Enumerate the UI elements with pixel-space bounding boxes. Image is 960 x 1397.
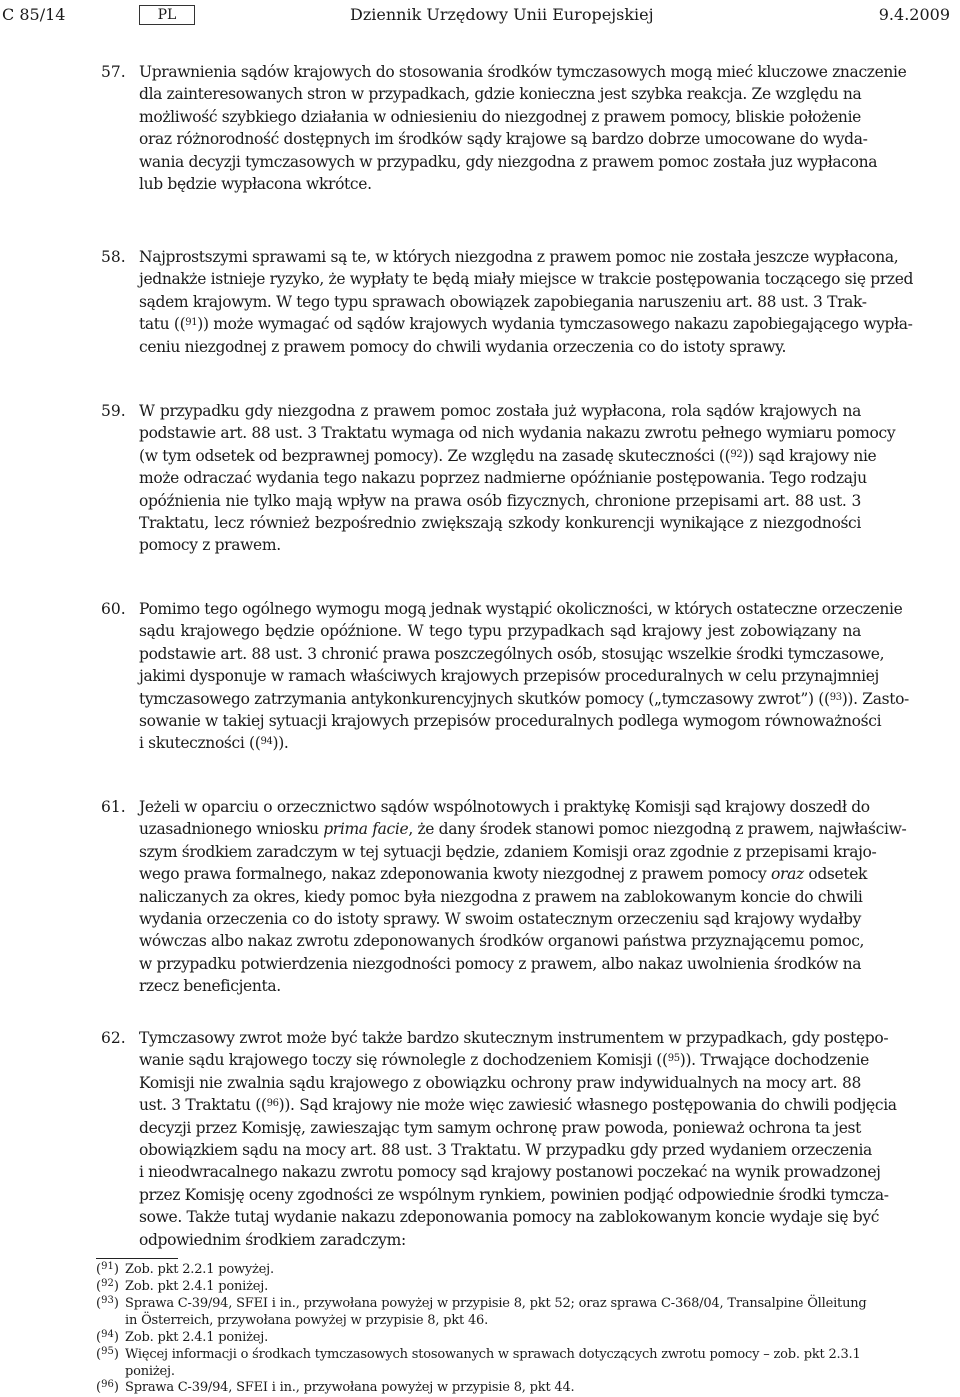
text-line: przez Komisję oceny zgodności ze wspólnym rynkiem, powinien podjąć odpowiednie środki tymcza- bbox=[139, 1185, 889, 1204]
footnote-text bbox=[125, 1262, 865, 1279]
footnote-reference: 91 bbox=[185, 317, 198, 329]
footnote-number: 96 bbox=[101, 1379, 114, 1390]
paragraph-text bbox=[139, 1027, 897, 1251]
footnote-number: 92 bbox=[101, 1278, 114, 1289]
footnote-line: Zob. pkt 2.2.1 powyżej. bbox=[125, 1262, 274, 1277]
italic-term: prima facie bbox=[323, 820, 409, 839]
text-line: wania decyzji tymczasowych w przypadku, gdy niezgodna z prawem pomoc została juz wypłacona bbox=[139, 152, 878, 171]
footnote-line: poniżej. bbox=[125, 1363, 175, 1379]
text-line: decyzji przez Komisję, zawieszając tym samym ochronę praw powoda, ponieważ ochrona ta jest bbox=[139, 1118, 861, 1137]
footnote-reference: 93 bbox=[829, 691, 842, 703]
footnote-marker: ($^{91}$) bbox=[96, 1261, 119, 1277]
text-line: ust. 3 Traktatu (($^{96}$)). Sąd krajowy nie może więc zawiesić własnego postępowania do chwili podjęcia bbox=[139, 1096, 897, 1115]
footnote-marker: ($^{92}$) bbox=[96, 1278, 119, 1294]
footnote-line: Sprawa C-39/94, SFEI i in., przywołana powyżej w przypisie 8, pkt 44. bbox=[125, 1380, 575, 1395]
text-line: podstawie art. 88 ust. 3 chronić prawa poszczególnych osób, stosując wszelkie środki tymczasowe, bbox=[139, 644, 885, 663]
paragraph-text bbox=[139, 61, 907, 195]
text-line: w przypadku potwierdzenia niezgodności pomocy z prawem, albo nakaz uwolnienia środków na bbox=[139, 954, 862, 973]
text-line: opóźnienia nie tylko mają wpływ na prawa osób fizycznych, chronione przepisami art. 88 ust. 3 bbox=[139, 491, 861, 510]
text-line: wego prawa formalnego, nakaz zdeponowania kwoty niezgodnej z prawem pomocy oraz odsetek bbox=[139, 865, 868, 884]
footnote-marker: ($^{93}$) bbox=[96, 1295, 119, 1311]
text-line: sądu krajowego będzie opóźnione. W tego typu przypadkach sąd krajowy jest zobowiązany na bbox=[139, 622, 861, 641]
text-line: Komisji nie zwalnia sądu krajowego z obowiązku ochrony praw indywidualnych na mocy art. 88 bbox=[139, 1073, 861, 1092]
text-line: naliczanych za okres, kiedy pomoc była niezgodna z prawem na zablokowanym koncie do chwili bbox=[139, 887, 863, 906]
text-line: tymczasowego zatrzymania antykonkurencyjnych skutków pomocy („tymczasowy zwrot”) (($^{93}$)). Zasto- bbox=[139, 689, 909, 708]
footnote-line: Więcej informacji o środkach tymczasowych stosowanych w sprawach dotyczących zwrotu pomocy – zob. pkt 2.3.1 bbox=[125, 1347, 861, 1362]
text-line: szym środkiem zaradczym w tej sytuacji będzie, zdaniem Komisji oraz zgodnie z przepisami krajo- bbox=[139, 842, 877, 861]
text-line: Tymczasowy zwrot może być także bardzo skutecznym instrumentem w przypadkach, gdy postępo- bbox=[139, 1029, 889, 1047]
page-reference: C 85/14 bbox=[2, 5, 66, 24]
footnote-text bbox=[125, 1330, 865, 1347]
text-line: i skuteczności (($^{94}$)). bbox=[139, 734, 289, 753]
text-line: możliwość szybkiego działania w odniesieniu do niezgodnej z prawem pomocy, bliskie położenie bbox=[139, 107, 861, 126]
paragraph-text bbox=[139, 400, 896, 557]
footnote-number: 93 bbox=[101, 1295, 114, 1306]
text-line: dla zainteresowanych stron w przypadkach, gdzie konieczna jest szybka reakcja. Ze względu na bbox=[139, 85, 862, 104]
footnote-text bbox=[125, 1347, 865, 1380]
text-line: (w tym odsetek od bezprawnej pomocy). Ze względu na zasadę skuteczności (($^{92}$)) sąd krajowy nie bbox=[139, 446, 877, 465]
text-line: Pomimo tego ogólnego wymogu mogą jednak wystąpić okoliczności, w których ostateczne orzeczenie bbox=[139, 600, 903, 618]
footnote-separator bbox=[96, 1258, 178, 1259]
text-line: oraz różnorodność dostępnych im środków sądy krajowe są bardzo dobrze umocowane do wyda- bbox=[139, 130, 868, 149]
footnote-marker: ($^{95}$) bbox=[96, 1346, 119, 1362]
footnote-marker: ($^{94}$) bbox=[96, 1329, 119, 1345]
text-line: obowiązkiem sądu na mocy art. 88 ust. 3 Traktatu. W przypadku gdy przed wydaniem orzeczenia bbox=[139, 1141, 872, 1160]
paragraph-number: 62. bbox=[101, 1029, 126, 1047]
text-line: sowe. Także tutaj wydanie nakazu zdeponowania pomocy na zablokowanym koncie wydaje się być bbox=[139, 1208, 880, 1227]
text-line: Jeżeli w oparciu o orzecznictwo sądów wspólnotowych i praktykę Komisji sąd krajowy doszedł do bbox=[139, 798, 870, 816]
footnote-text bbox=[125, 1279, 865, 1296]
italic-term: oraz bbox=[771, 865, 804, 884]
paragraph-text bbox=[139, 796, 907, 998]
text-line: Traktatu, lecz również bezpośrednio zwiększają szkody konkurencji wynikające z niezgodności bbox=[139, 514, 861, 533]
text-line: Uprawnienia sądów krajowych do stosowania środków tymczasowych mogą mieć kluczowe znaczenie bbox=[139, 63, 907, 81]
text-line: pomocy z prawem. bbox=[139, 536, 281, 555]
footnote-line: Zob. pkt 2.4.1 poniżej. bbox=[125, 1279, 268, 1294]
paragraph-text bbox=[139, 246, 914, 358]
text-line: wówczas albo nakaz zwrotu zdeponowanych środków organowi państwa przyznającemu pomoc, bbox=[139, 932, 865, 951]
footnote-line: Zob. pkt 2.4.1 poniżej. bbox=[125, 1330, 268, 1345]
paragraph-text bbox=[139, 598, 909, 755]
footnote-text bbox=[125, 1296, 865, 1329]
paragraph-number: 60. bbox=[101, 600, 126, 618]
page-header bbox=[0, 2, 960, 28]
paragraph-number: 61. bbox=[101, 798, 126, 816]
text-line: ceniu niezgodnej z prawem pomocy do chwili wydania orzeczenia co do istoty sprawy. bbox=[139, 337, 787, 356]
footnote-reference: 92 bbox=[730, 448, 743, 460]
footnote-number: 94 bbox=[101, 1329, 114, 1340]
text-line: uzasadnionego wniosku prima facie, że dany środek stanowi pomoc niezgodną z prawem, najwłaściw- bbox=[139, 820, 907, 839]
text-line: wanie sądu krajowego toczy się równolegle z dochodzeniem Komisji (($^{95}$)). Trwające dochodzenie bbox=[139, 1051, 869, 1070]
footnote-marker: ($^{96}$) bbox=[96, 1379, 119, 1395]
text-line: jednakże istnieje ryzyko, że wypłaty te będą miały miejsce w trakcie postępowania toczącego się przed bbox=[139, 270, 914, 289]
text-line: podstawie art. 88 ust. 3 Traktatu wymaga od nich wydania nakazu zwrotu pełnego wymiaru pomocy bbox=[139, 424, 896, 443]
text-line: sądem krajowym. W tego typu sprawach obowiązek zapobiegania naruszeniu art. 88 ust. 3 Trak- bbox=[139, 292, 867, 311]
footnote-reference: 95 bbox=[667, 1053, 680, 1065]
text-line: sowanie w takiej sytuacji krajowych przepisów proceduralnych podlega wymogom równoważności bbox=[139, 712, 882, 731]
footnote-text bbox=[125, 1380, 865, 1397]
text-line: tatu (($^{91}$)) może wymagać od sądów krajowych wydania tymczasowego nakazu zapobiegającego wypła- bbox=[139, 315, 913, 334]
paragraph-number: 59. bbox=[101, 402, 126, 420]
journal-title: Dziennik Urzędowy Unii Europejskiej bbox=[350, 5, 654, 24]
footnote-reference: 94 bbox=[260, 736, 273, 748]
text-line: wydania orzeczenia co do istoty sprawy. W swoim ostatecznym orzeczeniu sąd krajowy wydałby bbox=[139, 910, 861, 929]
text-line: Najprostszymi sprawami są te, w których niezgodna z prawem pomoc nie została jeszcze wypłacona, bbox=[139, 248, 899, 266]
language-badge: PL bbox=[139, 5, 195, 25]
text-line: lub będzie wypłacona wkrótce. bbox=[139, 175, 372, 194]
text-line: jakimi dysponuje w ramach właściwych krajowych przepisów proceduralnych w celu przynajmniej bbox=[139, 667, 880, 686]
text-line: rzecz beneficjenta. bbox=[139, 977, 281, 996]
footnote-number: 91 bbox=[101, 1261, 114, 1272]
footnote-line: Sprawa C-39/94, SFEI i in., przywołana powyżej w przypisie 8, pkt 52; oraz sprawa C-368/04, Transalpine Ölleitung bbox=[125, 1296, 867, 1311]
paragraph-number: 57. bbox=[101, 63, 126, 81]
text-line: może odraczać wydania tego nakazu poprzez nadmierne opóźnianie postępowania. Tego rodzaju bbox=[139, 469, 867, 488]
footnote-reference: 96 bbox=[266, 1098, 279, 1110]
paragraph-number: 58. bbox=[101, 248, 126, 266]
footnote-line: in Österreich, przywołana powyżej w przypisie 8, pkt 46. bbox=[125, 1312, 489, 1328]
text-line: odpowiednim środkiem zaradczym: bbox=[139, 1230, 406, 1249]
footnote-number: 95 bbox=[101, 1346, 114, 1357]
text-line: i nieodwracalnego nakazu zwrotu pomocy sąd krajowy postanowi poczekać na wynik prowadzonej bbox=[139, 1163, 881, 1182]
publication-date: 9.4.2009 bbox=[878, 5, 950, 24]
text-line: W przypadku gdy niezgodna z prawem pomoc została już wypłacona, rola sądów krajowych na bbox=[139, 402, 861, 420]
